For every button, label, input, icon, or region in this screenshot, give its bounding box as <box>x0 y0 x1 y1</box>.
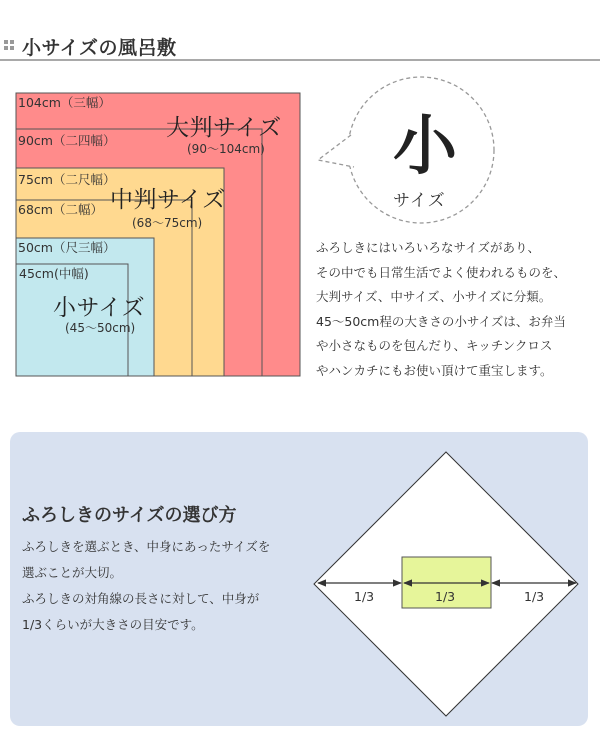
guide-title: ふろしきのサイズの選び方 <box>22 505 237 526</box>
description-line: ふろしきにはいろいろなサイズがあり、 <box>316 240 541 255</box>
guide-text-line: 選ぶことが大切。 <box>22 565 123 580</box>
size-label-104: 104cm（三幅） <box>18 95 111 110</box>
group-name-large: 大判サイズ <box>166 115 282 141</box>
group-name-small: 小サイズ <box>53 295 146 321</box>
group-range-small: (45〜50cm) <box>65 321 136 335</box>
ratio-label-right: 1/3 <box>524 589 545 604</box>
guide-text-line: 1/3くらいが大きさの目安です。 <box>22 617 204 632</box>
size-label-75: 75cm（二尺幅） <box>18 172 116 187</box>
guide-text-line: ふろしきの対角線の長さに対して、中身が <box>22 591 260 606</box>
section-title: 小サイズの風呂敷 <box>22 37 177 59</box>
size-label-90: 90cm（二四幅） <box>18 133 116 148</box>
description-line: 45〜50cm程の大きさの小サイズは、お弁当 <box>316 313 566 329</box>
bubble-sub: サイズ <box>393 191 446 211</box>
bubble-char: 小 <box>393 110 457 184</box>
description-line: その中でも日常生活でよく使われるものを、 <box>316 264 567 280</box>
description-line: 大判サイズ、中サイズ、小サイズに分類。 <box>316 289 552 304</box>
description-line: や小さなものを包んだり、キッチンクロス <box>316 338 553 353</box>
group-name-medium: 中判サイズ <box>110 187 226 213</box>
guide-text-line: ふろしきを選ぶとき、中身にあったサイズを <box>22 539 271 554</box>
group-range-medium: (68〜75cm) <box>132 216 203 230</box>
group-range-large: (90〜104cm) <box>187 142 265 156</box>
description-line: やハンカチにもお使い頂けて重宝します。 <box>316 362 553 378</box>
size-label-68: 68cm（二幅） <box>18 202 103 217</box>
size-label-45: 45cm(中幅) <box>19 266 89 281</box>
ratio-label-left: 1/3 <box>354 589 375 604</box>
size-label-50: 50cm（尺三幅） <box>18 240 116 255</box>
ratio-label-center: 1/3 <box>435 589 456 604</box>
